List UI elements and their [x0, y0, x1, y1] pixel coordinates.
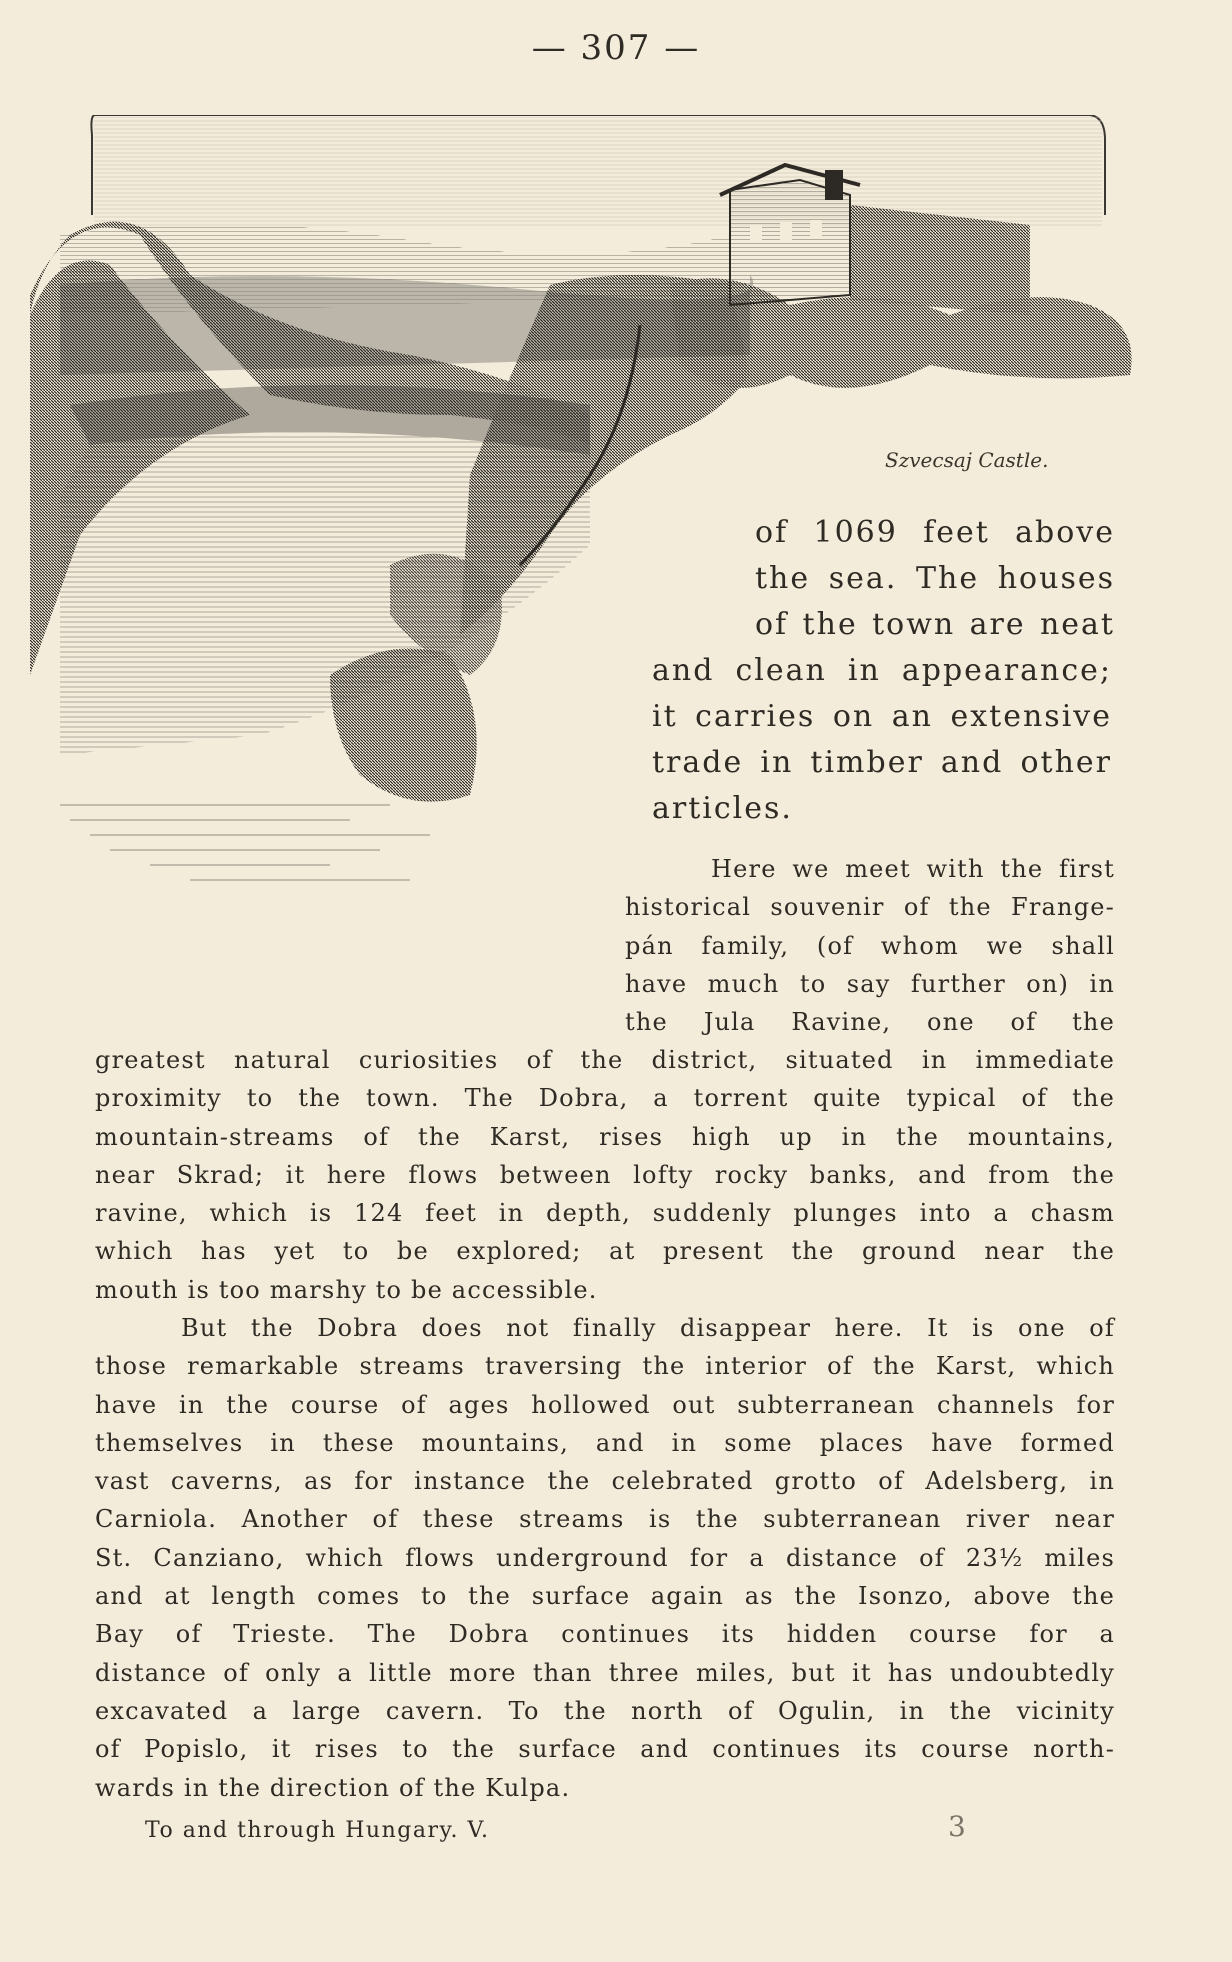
footer-signature: To and through Hungary. V. — [145, 1818, 490, 1843]
text-line: excavated a large cavern. To the north of Ogulin, in the vicinity — [95, 1696, 1115, 1725]
text-line: pán family, (of whom we shall — [625, 931, 1115, 960]
text-line: trade in timber and other — [652, 745, 1112, 780]
text-line: distance of only a little more than three miles, but it has undoubtedly — [95, 1658, 1115, 1687]
text-line: those remarkable streams traversing the interior of the Karst, which — [95, 1352, 1115, 1381]
text-line: greatest natural curiosities of the district, situated in immediate — [95, 1046, 1115, 1074]
text-line: of 1069 feet above — [755, 515, 1115, 550]
text-line: of Popislo, it rises to the surface and continues its course north- — [95, 1735, 1115, 1764]
text-line: ravine, which is 124 feet in depth, suddenly plunges into a chasm — [95, 1199, 1115, 1228]
text-line: near Skrad; it here flows between lofty rocky banks, and from the — [95, 1160, 1115, 1189]
text-line: articles. — [652, 791, 793, 826]
paragraph-2 — [95, 1309, 1115, 1807]
text-line: But the Dobra does not finally disappear here. It is one of — [181, 1314, 1115, 1342]
text-line: St. Canziano, which flows underground for a distance of 23½ miles — [95, 1543, 1115, 1572]
page-number: — 307 — — [531, 28, 701, 68]
text-line: and at length comes to the surface again as the Isonzo, above the — [95, 1582, 1115, 1611]
text-line: have much to say further on) in — [625, 969, 1115, 998]
text-line: Carniola. Another of these streams is the subterranean river near — [95, 1505, 1115, 1534]
text-line: historical souvenir of the Frange- — [625, 893, 1115, 922]
text-line: Bay of Trieste. The Dobra continues its hidden course for a — [95, 1620, 1115, 1649]
text-line: it carries on an extensive — [652, 699, 1112, 734]
text-line: and clean in appearance; — [652, 653, 1112, 688]
footer-sheet-mark: 3 — [948, 1810, 966, 1843]
text-line: proximity to the town. The Dobra, a torrent quite typical of the — [95, 1084, 1115, 1113]
text-line: the sea. The houses — [755, 561, 1115, 596]
text-line: which has yet to be explored; at present the ground near the — [95, 1237, 1115, 1266]
text-line: mouth is too marshy to be accessible. — [95, 1275, 598, 1304]
text-line: wards in the direction of the Kulpa. — [95, 1773, 571, 1802]
paragraph-1-narrow — [625, 850, 1115, 1041]
text-line: of the town are neat — [755, 607, 1115, 642]
illustration-caption: Szvecsaj Castle. — [885, 448, 1049, 472]
text-line: have in the course of ages hollowed out subterranean channels for — [95, 1390, 1115, 1419]
text-line: vast caverns, as for instance the celebrated grotto of Adelsberg, in — [95, 1467, 1115, 1496]
text-line: Here we meet with the first — [711, 855, 1115, 883]
lead-text-narrow — [755, 510, 1115, 648]
text-line: the Jula Ravine, one of the — [625, 1008, 1115, 1037]
text-line: mountain-streams of the Karst, rises high up in the mountains, — [95, 1122, 1115, 1151]
text-line: themselves in these mountains, and in some places have formed — [95, 1428, 1115, 1457]
paragraph-1-full — [95, 1041, 1115, 1309]
lead-text-wide — [652, 648, 1112, 832]
